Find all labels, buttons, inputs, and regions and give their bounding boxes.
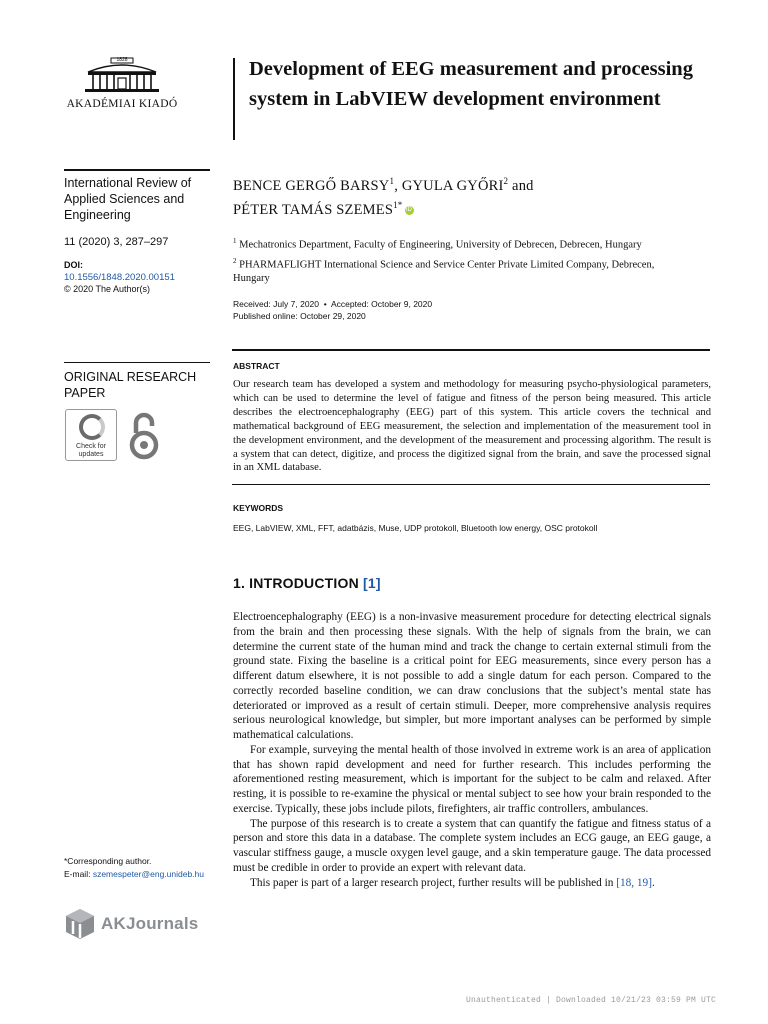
- check-updates-text: Check for updates: [76, 443, 106, 458]
- divider: [64, 362, 210, 363]
- keywords-label: KEYWORDS: [233, 503, 284, 513]
- publisher-logo: [64, 56, 180, 110]
- akjournals-text: AKJournals: [101, 914, 199, 933]
- affiliation: [233, 235, 713, 252]
- akjournals-logo[interactable]: [64, 907, 198, 941]
- author-affil-ref: 2: [503, 176, 509, 186]
- bullet: •: [323, 299, 327, 309]
- publisher-name: AKADÉMIAI KIADÓ: [66, 98, 178, 110]
- author-affil-ref: 1: [389, 176, 395, 186]
- section-title: 1. INTRODUCTION: [233, 575, 359, 591]
- orcid-icon[interactable]: iD: [405, 206, 413, 213]
- author-list: [233, 172, 713, 220]
- author-name: PÉTER TAMÁS SZEMES: [233, 201, 394, 218]
- reference-link[interactable]: [1]: [362, 575, 381, 591]
- email-label: E-mail:: [64, 869, 91, 879]
- correspondence: [64, 855, 204, 881]
- author-name: GYULA GYŐRI: [401, 177, 504, 194]
- doi-label: DOI:: [64, 260, 83, 270]
- doi-link[interactable]: 10.1556/1848.2020.00151: [64, 272, 175, 283]
- received-date: Received: July 7, 2020: [233, 299, 319, 309]
- paragraph: For example, surveying the mental health of those involved in extreme work is an area of application that has shown rapid development and need for further research. This includes performing the aforementioned resting measurement, which is important for the subject to be calm and relaxed. After resting, it is possible to re-examine the physical or mental subject to see how your brain responded to the exercise. Typically, these jobs include pilots, firefighters, air traffic controllers, ambulances.: [233, 743, 711, 815]
- email-link[interactable]: szemespeter@eng.unideb.hu: [92, 869, 205, 879]
- published-date: Published online: October 29, 2020: [233, 311, 366, 321]
- author-separator: ,: [394, 177, 402, 194]
- corresponding-label: *Corresponding author.: [64, 856, 152, 866]
- affiliation-number: 2: [233, 257, 237, 265]
- dates: [233, 298, 432, 322]
- affiliation-number: 1: [233, 237, 237, 245]
- check-for-updates-badge[interactable]: [65, 409, 117, 461]
- article-title: Development of EEG measurement and processing system in LabVIEW development environment: [249, 58, 693, 110]
- author-name: BENCE GERGŐ BARSY: [233, 177, 390, 194]
- reference-link[interactable]: [18, 19]: [616, 876, 652, 889]
- author-affil-ref: 1*: [393, 199, 403, 210]
- paragraph-end: .: [651, 876, 655, 889]
- article-type: ORIGINAL RESEARCH PAPER: [64, 370, 197, 400]
- akjournals-cube-icon: [64, 907, 96, 941]
- divider: [64, 169, 210, 171]
- paragraph: [233, 876, 711, 891]
- journal-issue: 11 (2020) 3, 287–297: [64, 236, 169, 248]
- logo-year: 1828: [116, 57, 128, 63]
- paragraph: Electroencephalography (EEG) is a non-invasive measurement procedure for detecting electrical signals from the brain and then processing these signals. With the help of signals from the brain, we can determine the current state of the human mind and track the change to certain external stimuli from the ground state. Fixing the baseline is a critical point for EEG measurements, since every person has a different datum elsewhere, it is not possible to add a single datum for each person. Compared to the correctly recorded baseline condition, we can draw conclusions that the subject’s mental state has deteriorated or improved as a result of certain stimuli. Deeper, more comprehensive analysis requires serious neurological knowledge, but simpler, but more important analyses can be performed by simple mathematical calculations.: [233, 611, 711, 741]
- download-note: Unauthenticated | Downloaded 10/21/23 03:59 PM UTC: [466, 996, 717, 1005]
- title-accent-bar: [233, 58, 235, 140]
- keywords-text: EEG, LabVIEW, XML, FFT, adatbázis, Muse, UDP protokoll, Bluetooth low energy, OSC protokoll: [233, 523, 598, 533]
- affiliation: [233, 255, 658, 285]
- affiliation-text: PHARMAFLIGHT International Science and Service Center Private Limited Company, Debrecen, Hungary: [233, 259, 655, 284]
- paragraph-text: This paper is part of a larger research project, further results will be published in: [250, 876, 617, 889]
- divider: [232, 484, 710, 485]
- check-updates-icon: [79, 414, 105, 440]
- introduction-body: [233, 610, 711, 890]
- copyright: © 2020 The Author(s): [64, 284, 151, 294]
- abstract-text: Our research team has developed a system and methodology for measuring psycho-physiological parameters, which can be used to determine the level of fatigue and fitness of the person being measured. This article describes the electroencephalography (EEG) part of this system. This article covers the technical and mathematical background of EEG measurement, the selection and implementation of the measurement tool in the development environment, and the development of the measurement and processing algorithm. The result is a system that can detect, digitize, and process the digitized signal from the brain, and save the processed signal in an XML database.: [233, 379, 711, 474]
- divider: [232, 349, 710, 351]
- accepted-date: Accepted: October 9, 2020: [330, 299, 433, 309]
- journal-title[interactable]: International Review of Applied Sciences and Engineering: [64, 176, 192, 222]
- abstract-label: ABSTRACT: [233, 361, 280, 371]
- introduction-heading: [233, 575, 381, 591]
- affiliation-text: Mechatronics Department, Faculty of Engineering, University of Debrecen, Debrecen, Hungary: [239, 239, 642, 251]
- author-separator: and: [508, 177, 534, 194]
- paragraph: The purpose of this research is to create a system that can quantify the fatigue and fitness status of a person and store this data in a database. The complete system includes an ECG gauge, an EEG gauge, a vascular stiffness gauge, a muscle oxygen level gauge, and a skin temperature gauge. The data processed must be credible in order to provide an expert with relevant data.: [233, 817, 711, 874]
- open-access-icon: [127, 409, 161, 461]
